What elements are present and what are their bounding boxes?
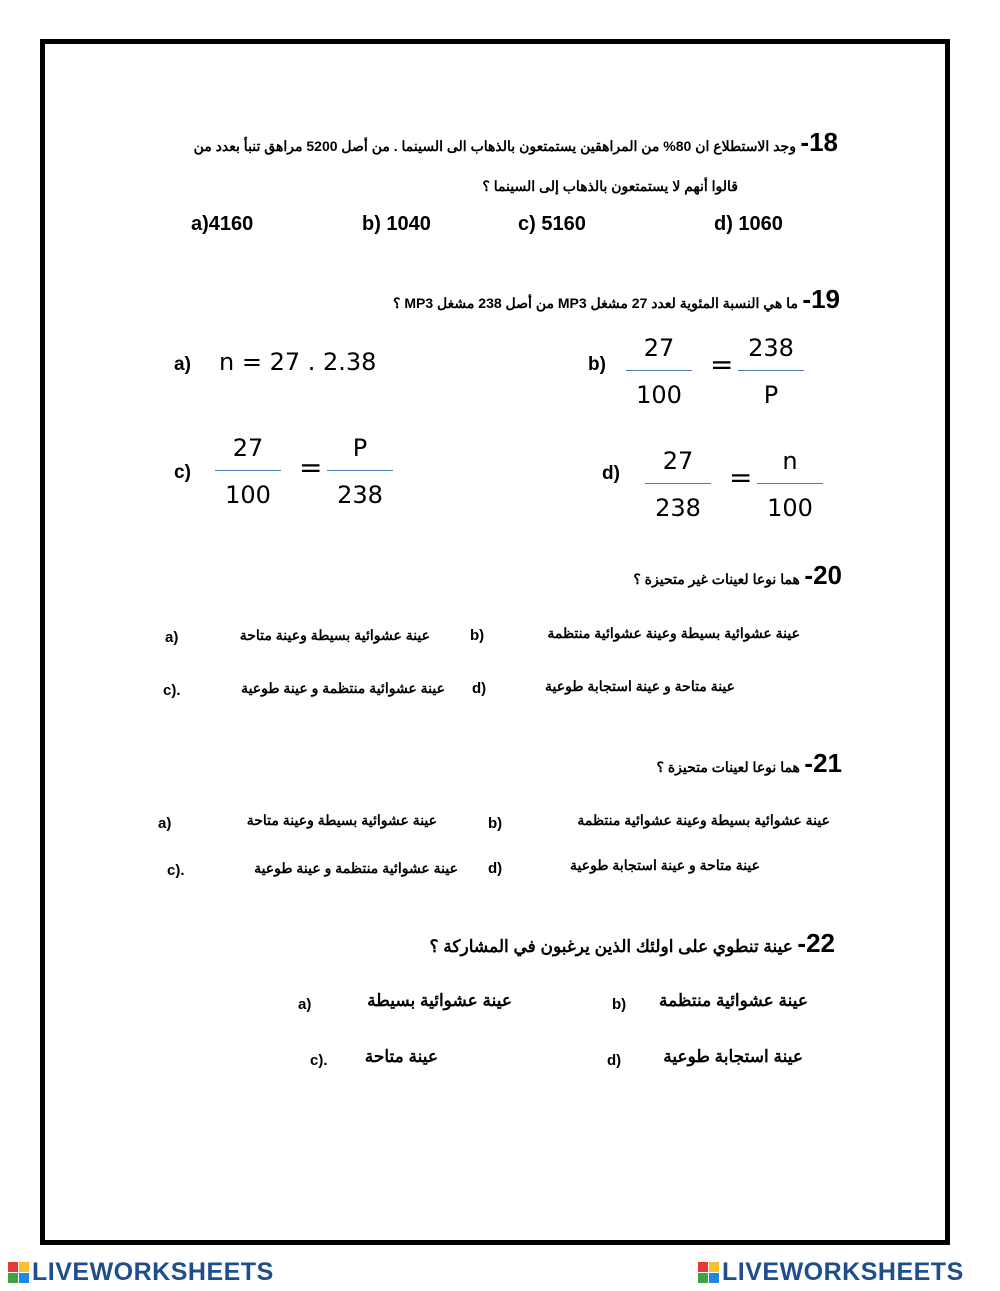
q21-number: 21-	[804, 748, 842, 778]
q21-text: هما نوعا لعينات متحيزة ؟	[656, 759, 800, 775]
logo-blocks-icon	[8, 1262, 29, 1283]
fraction-denominator: 100	[767, 494, 813, 522]
fraction-numerator: 238	[748, 334, 794, 362]
logo-text: LIVEWORKSHEETS	[32, 1257, 274, 1286]
q22-option-c-label[interactable]: c).	[310, 1052, 328, 1069]
q20-option-c-label[interactable]: c).	[163, 682, 181, 699]
q22-option-a-text[interactable]: عينة عشوائية بسيطة	[367, 991, 512, 1010]
q21-option-b-text[interactable]: عينة عشوائية بسيطة وعينة عشوائية منتظمة	[577, 812, 830, 828]
q21-option-d-label[interactable]: d)	[488, 860, 503, 877]
logo-blocks-icon	[698, 1262, 719, 1283]
q19-option-b-label[interactable]: b)	[588, 354, 606, 375]
fraction-numerator: 27	[232, 434, 264, 462]
q19-option-d-left-fraction	[645, 447, 711, 522]
q19-option-b-left-fraction	[626, 334, 692, 409]
logo-block	[8, 1273, 18, 1283]
q18-question	[194, 127, 838, 158]
fraction-numerator: P	[352, 434, 368, 462]
logo-text: LIVEWORKSHEETS	[722, 1257, 964, 1286]
q22-question	[430, 928, 835, 959]
q21-option-a-label[interactable]: a)	[158, 815, 172, 832]
q22-option-c-text[interactable]: عينة متاحة	[364, 1047, 438, 1066]
q20-option-c-text[interactable]: عينة عشوائية منتظمة و عينة طوعية	[241, 680, 445, 696]
q21-option-d-text[interactable]: عينة متاحة و عينة استجابة طوعية	[570, 857, 760, 873]
q21-option-a-text[interactable]: عينة عشوائية بسيطة وعينة متاحة	[246, 812, 437, 828]
fraction-numerator: 27	[643, 334, 675, 362]
q19-option-a-expression: n = 27 . 2.38	[219, 348, 377, 376]
q19-option-c-equals: =	[299, 451, 323, 484]
fraction-denominator: 100	[636, 381, 682, 409]
q19-option-d-label[interactable]: d)	[602, 463, 620, 484]
logo-block	[19, 1273, 29, 1283]
q19-option-a-label[interactable]: a)	[174, 354, 191, 375]
q19-number: 19-	[802, 284, 840, 314]
fraction-bar	[215, 470, 281, 471]
q18-text-line2: قالوا أنهم لا يستمتعون بالذهاب إلى السينما ؟	[482, 178, 738, 194]
logo-block	[19, 1262, 29, 1272]
logo-block	[8, 1262, 18, 1272]
fraction-bar	[738, 370, 804, 371]
q18-text-line1: وجد الاستطلاع ان 80% من المراهقين يستمتعون بالذهاب الى السينما . من أصل 5200 مراهق تنبأ بعدد من	[193, 138, 796, 154]
q21-option-c-text[interactable]: عينة عشوائية منتظمة و عينة طوعية	[254, 860, 458, 876]
q22-option-a-label[interactable]: a)	[298, 996, 312, 1013]
q19-option-b-equals: =	[710, 348, 734, 381]
q22-option-d-text[interactable]: عينة استجابة طوعية	[663, 1047, 803, 1066]
q21-question	[657, 748, 843, 779]
fraction-bar	[757, 483, 823, 484]
fraction-denominator: 100	[225, 481, 271, 509]
fraction-bar	[327, 470, 393, 471]
q18-option-c[interactable]: c) 5160	[518, 213, 586, 235]
q20-question	[633, 560, 842, 591]
q20-option-d-text[interactable]: عينة متاحة و عينة استجابة طوعية	[545, 678, 735, 694]
q19-option-c-right-fraction	[327, 434, 393, 509]
q18-option-b[interactable]: b) 1040	[362, 213, 431, 235]
q22-number: 22-	[797, 928, 835, 958]
liveworksheets-logo-right[interactable]	[698, 1258, 964, 1286]
logo-block	[709, 1262, 719, 1272]
q18-option-d[interactable]: d) 1060	[714, 213, 783, 235]
q22-option-b-label[interactable]: b)	[612, 996, 627, 1013]
q19-option-d-right-fraction	[757, 447, 823, 522]
fraction-bar	[645, 483, 711, 484]
fraction-numerator: 27	[662, 447, 694, 475]
q19-text: ما هي النسبة المئوية لعدد 27 مشغل MP3 من أصل 238 مشغل MP3 ؟	[393, 295, 798, 311]
q19-question	[393, 284, 840, 315]
fraction-denominator: 238	[655, 494, 701, 522]
q20-option-a-label[interactable]: a)	[165, 629, 179, 646]
fraction-denominator: 238	[337, 481, 383, 509]
q18-number: 18-	[800, 127, 838, 157]
q19-option-c-label[interactable]: c)	[174, 462, 191, 483]
q20-option-d-label[interactable]: d)	[472, 680, 487, 697]
q20-option-b-label[interactable]: b)	[470, 627, 485, 644]
q22-option-b-text[interactable]: عينة عشوائية منتظمة	[658, 991, 808, 1010]
logo-block	[709, 1273, 719, 1283]
fraction-numerator: n	[782, 447, 798, 475]
q19-option-d-equals: =	[729, 461, 753, 494]
q21-option-c-label[interactable]: c).	[167, 862, 185, 879]
q19-option-b-right-fraction	[738, 334, 804, 409]
q20-option-b-text[interactable]: عينة عشوائية بسيطة وعينة عشوائية منتظمة	[547, 625, 800, 641]
liveworksheets-logo-left[interactable]	[8, 1258, 274, 1286]
q19-option-c-left-fraction	[215, 434, 281, 509]
q22-text: عينة تنطوي على اولئك الذين يرغبون في المشاركة ؟	[429, 937, 793, 956]
logo-block	[698, 1262, 708, 1272]
q18-option-a[interactable]: a)4160	[191, 213, 254, 235]
fraction-denominator: P	[763, 381, 779, 409]
logo-block	[698, 1273, 708, 1283]
q22-option-d-label[interactable]: d)	[607, 1052, 622, 1069]
q20-text: هما نوعا لعينات غير متحيزة ؟	[633, 571, 800, 587]
q21-option-b-label[interactable]: b)	[488, 815, 503, 832]
q20-number: 20-	[804, 560, 842, 590]
q20-option-a-text[interactable]: عينة عشوائية بسيطة وعينة متاحة	[239, 627, 430, 643]
fraction-bar	[626, 370, 692, 371]
